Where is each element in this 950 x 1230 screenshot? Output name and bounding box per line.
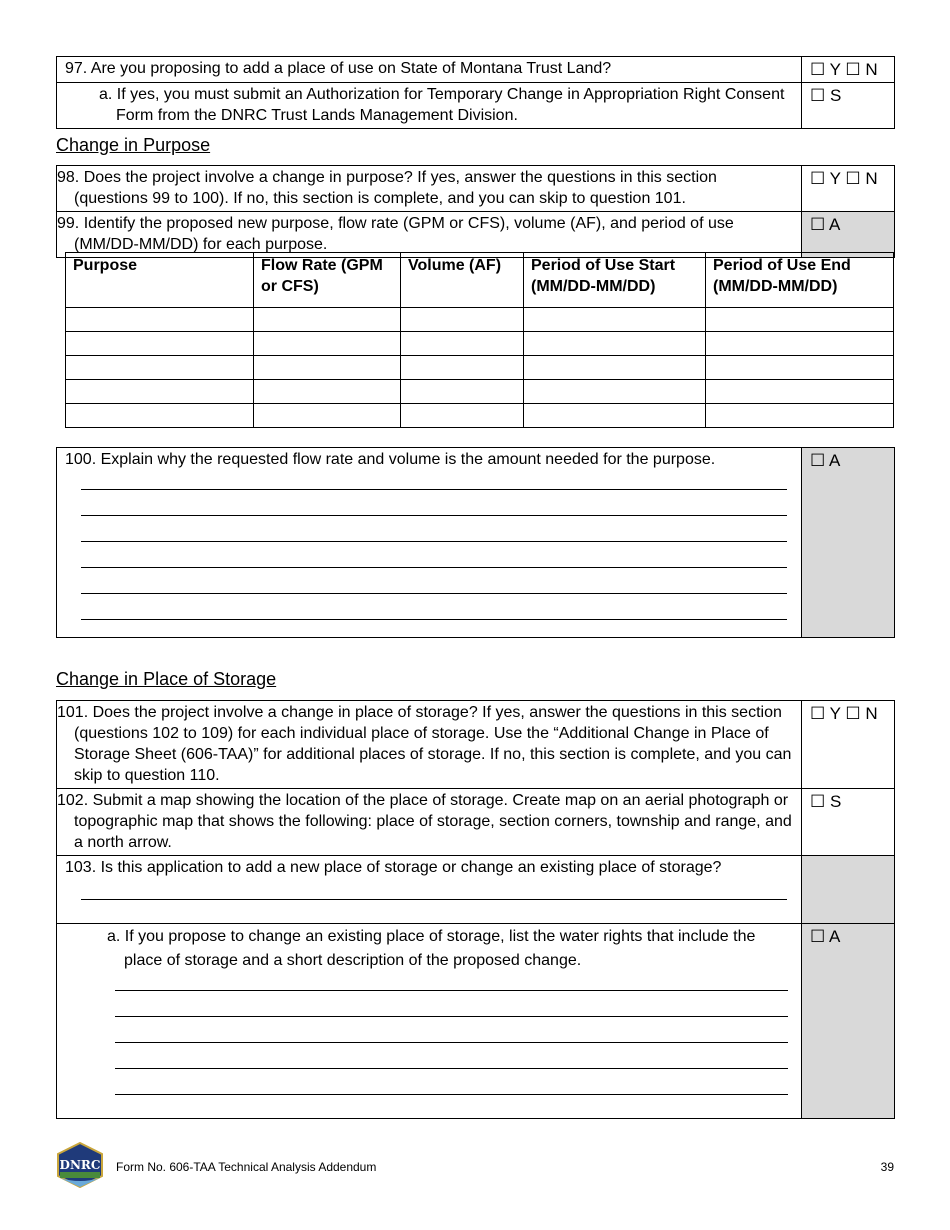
table-row <box>66 332 894 356</box>
answer-line[interactable] <box>81 489 787 490</box>
table-cell[interactable] <box>254 404 401 428</box>
table-cell[interactable] <box>401 308 524 332</box>
table-cell[interactable] <box>524 308 706 332</box>
q101-table <box>56 700 895 1119</box>
period-start-header: Period of Use Start (MM/DD-MM/DD) <box>524 253 706 308</box>
table-cell[interactable] <box>524 404 706 428</box>
answer-line[interactable] <box>115 1094 788 1095</box>
q102-checkbox-s[interactable]: ☐ S <box>802 789 895 856</box>
q101-text: 101. Does the project involve a change in place of storage? If yes, answer the questions in this section (questions 102 to 109) for each individual place of storage. Use the “Additional Change in Place of Storage Sheet (606-TAA)” for additional places of storage. If no, this section is complete, and you can skip to question 110. <box>57 701 802 789</box>
answer-line[interactable] <box>115 1068 788 1069</box>
table-cell[interactable] <box>66 380 254 404</box>
q103a-checkbox-a[interactable]: ☐ A <box>802 924 895 1119</box>
period-end-header: Period of Use End (MM/DD-MM/DD) <box>706 253 894 308</box>
table-cell[interactable] <box>401 332 524 356</box>
table-cell[interactable] <box>524 332 706 356</box>
flow-rate-header: Flow Rate (GPM or CFS) <box>254 253 401 308</box>
table-cell[interactable] <box>706 308 894 332</box>
dnrc-logo <box>56 1142 104 1188</box>
purpose-header: Purpose <box>66 253 254 308</box>
table-cell[interactable] <box>706 404 894 428</box>
table-cell[interactable] <box>66 308 254 332</box>
q97a-text: a. If yes, you must submit an Authorization for Temporary Change in Appropriation Right Consent Form from the DNRC Trust Lands Management Division. <box>57 83 802 129</box>
q99-text: 99. Identify the proposed new purpose, flow rate (GPM or CFS), volume (AF), and period of use (MM/DD-MM/DD) for each purpose. <box>57 212 802 258</box>
q98-text: 98. Does the project involve a change in purpose? If yes, answer the questions in this section (questions 99 to 100). If no, this section is complete, and you can skip to question 101. <box>57 166 802 212</box>
answer-line[interactable] <box>115 1042 788 1043</box>
table-cell[interactable] <box>254 308 401 332</box>
table-cell[interactable] <box>706 356 894 380</box>
answer-line[interactable] <box>81 593 787 594</box>
footer-form-name: Form No. 606-TAA Technical Analysis Addendum <box>116 1160 377 1174</box>
answer-line[interactable] <box>81 567 787 568</box>
table-cell[interactable] <box>706 332 894 356</box>
table-cell[interactable] <box>706 380 894 404</box>
answer-line[interactable] <box>81 619 787 620</box>
table-cell[interactable] <box>66 332 254 356</box>
q100-checkbox-a[interactable]: ☐ A <box>802 448 895 638</box>
table-row <box>66 404 894 428</box>
table-cell[interactable] <box>401 404 524 428</box>
q103-shaded-cell <box>802 856 895 924</box>
q101-checkbox-yn[interactable]: ☐ Y ☐ N <box>802 701 895 789</box>
q98-checkbox-yn[interactable]: ☐ Y ☐ N <box>802 166 895 212</box>
q103-text: 103. Is this application to add a new place of storage or change an existing place of storage? <box>65 859 722 876</box>
dnrc-logo-icon <box>56 1142 104 1188</box>
page-number: 39 <box>880 1160 894 1174</box>
q97a-checkbox-s[interactable]: ☐ S <box>802 83 895 129</box>
table-row <box>66 380 894 404</box>
q98-table <box>56 165 895 258</box>
table-cell[interactable] <box>254 380 401 404</box>
table-row <box>66 308 894 332</box>
table-cell[interactable] <box>524 380 706 404</box>
answer-line[interactable] <box>115 1016 788 1017</box>
table-cell[interactable] <box>254 356 401 380</box>
table-cell[interactable] <box>66 356 254 380</box>
q97-table <box>56 56 895 129</box>
q97-text: 97. Are you proposing to add a place of use on State of Montana Trust Land? <box>57 57 802 83</box>
logo-text: DNRC <box>59 1158 101 1172</box>
answer-line[interactable] <box>81 541 787 542</box>
table-cell[interactable] <box>66 404 254 428</box>
q100-table <box>56 447 895 638</box>
volume-header: Volume (AF) <box>401 253 524 308</box>
section-title-storage: Change in Place of Storage <box>56 669 277 689</box>
purpose-table <box>65 252 894 428</box>
q102-text: 102. Submit a map showing the location of the place of storage. Create map on an aerial photograph or topographic map that shows the following: place of storage, section corners, township and range, and a north arrow. <box>57 789 802 856</box>
section-title-purpose: Change in Purpose <box>56 135 211 155</box>
table-cell[interactable] <box>401 356 524 380</box>
q99-checkbox-a[interactable]: ☐ A <box>802 212 895 258</box>
table-cell[interactable] <box>524 356 706 380</box>
answer-line[interactable] <box>81 899 787 900</box>
q97-checkbox-yn[interactable]: ☐ Y ☐ N <box>802 57 895 83</box>
table-row <box>66 356 894 380</box>
answer-line[interactable] <box>81 515 787 516</box>
q100-text: 100. Explain why the requested flow rate and volume is the amount needed for the purpose. <box>65 451 716 468</box>
table-cell[interactable] <box>254 332 401 356</box>
q103a-text: a. If you propose to change an existing place of storage, list the water rights that include the place of storage and a short description of the proposed change. <box>107 928 756 969</box>
table-cell[interactable] <box>401 380 524 404</box>
answer-line[interactable] <box>115 990 788 991</box>
